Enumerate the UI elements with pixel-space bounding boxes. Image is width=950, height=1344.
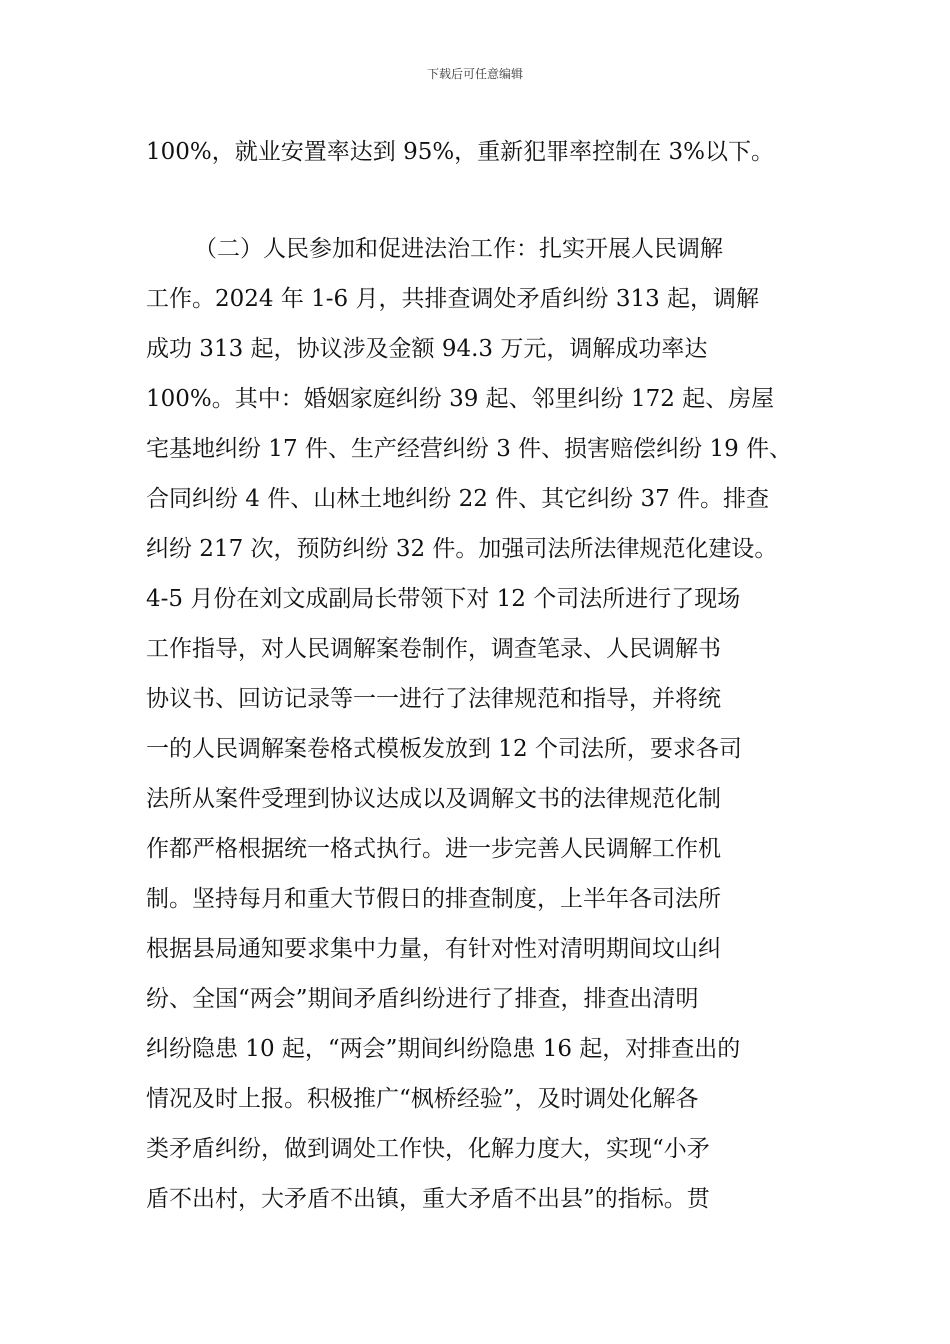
text-line-19: 情况及时上报。积极推广“枫桥经验”，及时调处化解各 [146, 1086, 699, 1112]
text-line-17: 纷、全国“两会”期间矛盾纠纷进行了排查，排查出清明 [146, 986, 699, 1012]
text-line-12: 一的人民调解案卷格式模板发放到 12 个司法所，要求各司 [146, 736, 742, 762]
text-line-8: 纠纷 217 次，预防纠纷 32 件。加强司法所法律规范化建设。 [146, 536, 778, 562]
text-line-1: 100%，就业安置率达到 95%，重新犯罪率控制在 3%以下。 [146, 139, 774, 165]
text-line-10: 工作指导，对人民调解案卷制作，调查笔录、人民调解书 [146, 636, 721, 662]
text-line-4: 成功 313 起，协议涉及金额 94.3 万元，调解成功率达 [146, 336, 708, 362]
text-line-15: 制。坚持每月和重大节假日的排查制度，上半年各司法所 [146, 886, 721, 912]
text-line-18: 纠纷隐患 10 起，“两会”期间纠纷隐患 16 起，对排查出的 [146, 1036, 741, 1062]
text-line-5: 100%。其中：婚姻家庭纠纷 39 起、邻里纠纷 172 起、房屋 [146, 386, 775, 412]
text-line-21: 盾不出村，大矛盾不出镇，重大矛盾不出县”的指标。贯 [146, 1186, 710, 1212]
text-line-13: 法所从案件受理到协议达成以及调解文书的法律规范化制 [146, 786, 721, 812]
text-line-20: 类矛盾纠纷，做到调处工作快，化解力度大，实现“小矛 [146, 1136, 710, 1162]
text-line-14: 作都严格根据统一格式执行。进一步完善人民调解工作机 [146, 836, 721, 862]
text-line-11: 协议书、回访记录等一一进行了法律规范和指导，并将统 [146, 686, 721, 712]
page-header-note: 下载后可任意编辑 [426, 67, 523, 81]
text-line-3: 工作。2024 年 1-6 月，共排查调处矛盾纠纷 313 起，调解 [146, 286, 760, 312]
text-line-16: 根据县局通知要求集中力量，有针对性对清明期间坟山纠 [146, 936, 721, 962]
text-line-7: 合同纠纷 4 件、山林土地纠纷 22 件、其它纠纷 37 件。排查 [146, 486, 770, 512]
section-heading-line: （二）人民参加和促进法治工作：扎实开展人民调解 [194, 236, 723, 262]
text-line-9: 4-5 月份在刘文成副局长带领下对 12 个司法所进行了现场 [146, 586, 741, 612]
text-line-6: 宅基地纠纷 17 件、生产经营纠纷 3 件、损害赔偿纠纷 19 件、 [146, 436, 793, 462]
